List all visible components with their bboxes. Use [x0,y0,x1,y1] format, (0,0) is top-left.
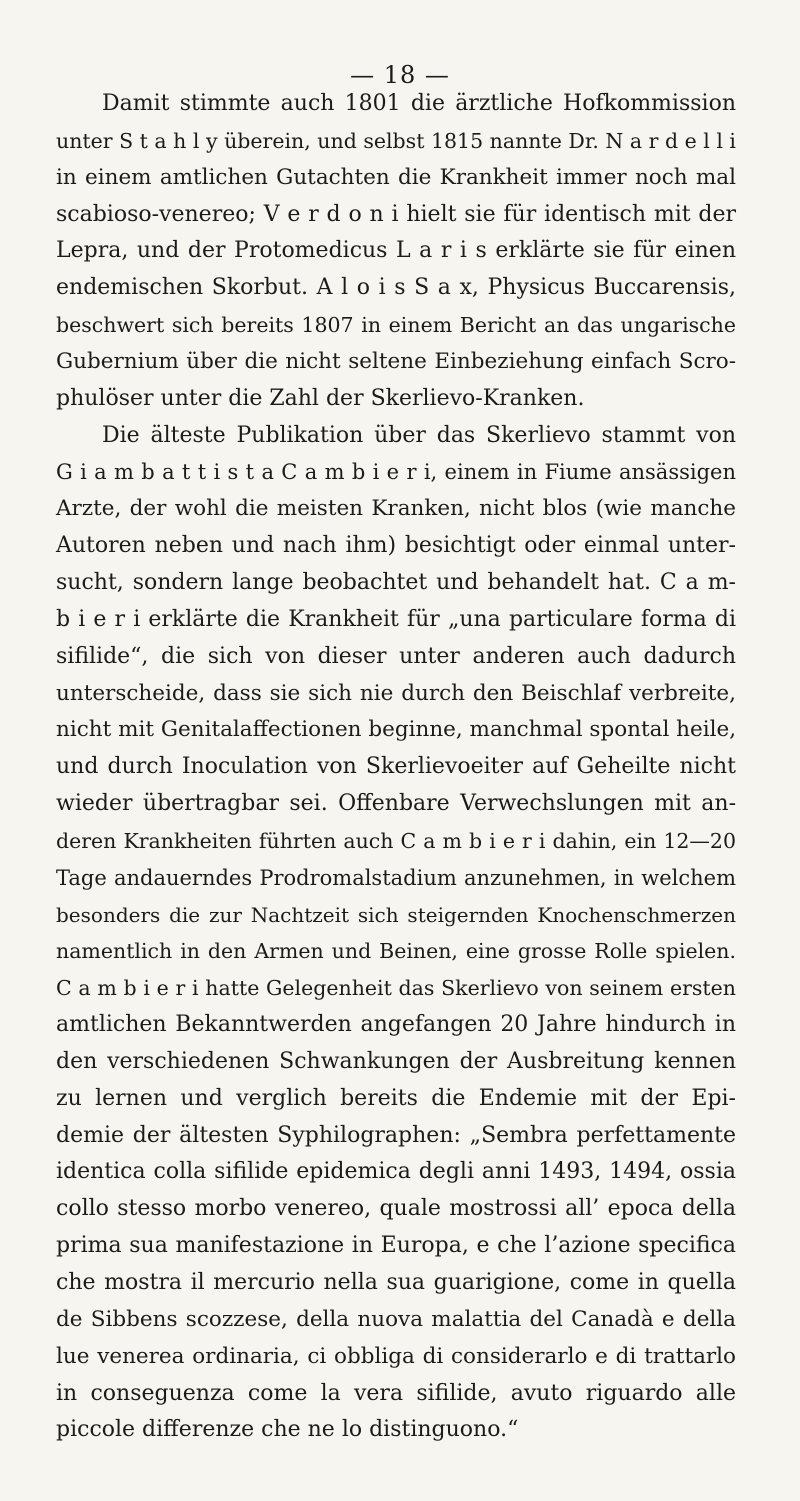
text-line: C a m b i e r i hatte Gelegenheit das Skerlievo von seinem ersten [56,976,736,1001]
text-line: prima sua manifestazione in Europa, e che l’azione specifica [56,1233,736,1259]
text-line: Tage andauerndes Prodromalstadium anzunehmen, in welchem [56,865,736,890]
text-line: deren Krankheiten führten auch C a m b i e r i dahin, ein 12—20 [56,828,736,853]
text-line: sifilide“, die sich von dieser unter anderen auch dadurch [56,643,736,669]
text-line: unterscheide, dass sie sich nie durch den Beischlaf verbreite, [56,680,736,706]
text-line: zu lernen und verglich bereits die Endemie mit der Epi- [56,1085,736,1111]
text-line: Die älteste Publikation über das Skerlievo stammt von [102,422,736,448]
text-line: che mostra il mercurio nella sua guarigione, come in quella [56,1270,736,1295]
text-line: identica colla sifilide epidemica degli anni 1493, 1494, ossia [56,1159,736,1185]
text-line: endemischen Skorbut. A l o i s S a x, Physicus Buccarensis, [56,275,736,301]
text-line: piccole differenze che ne lo distinguono.“ [56,1417,519,1443]
body-text [56,86,736,1449]
text-line: sucht, sondern lange beobachtet und behandelt hat. C a m- [56,569,736,595]
text-line: Arzte, der wohl die meisten Kranken, nicht blos (wie manche [56,496,736,522]
text-line: beschwert sich bereits 1807 in einem Bericht an das ungarische [56,313,736,338]
text-line: G i a m b a t t i s t a C a m b i e r i, einem in Fiume ansässigen [56,460,736,485]
text-line: scabioso-venereo; V e r d o n i hielt sie für identisch mit der [56,201,736,227]
text-line: namentlich in den Armen und Beinen, eine grosse Rolle spielen. [56,939,736,964]
text-line: Lepra, und der Protomedicus L a r i s erklärte sie für einen [56,238,736,264]
text-line: in einem amtlichen Gutachten die Krankheit immer noch mal [56,164,736,190]
text-line: de Sibbens scozzese, della nuova malattia del Canadà e della [56,1306,736,1332]
text-line: Damit stimmte auch 1801 die ärztliche Hofkommission [102,91,736,116]
text-line: nicht mit Genitalaffectionen beginne, manchmal spontal heile, [56,717,737,743]
text-line: Gubernium über die nicht seltene Einbeziehung einfach Scro- [56,348,736,374]
text-line: b i e r i erklärte die Krankheit für „una particulare forma di [56,606,736,632]
text-line: lue venerea ordinaria, ci obbliga di considerarlo e di trattarlo [56,1343,736,1369]
text-line: unter S t a h l y überein, und selbst 1815 nannte Dr. N a r d e l l i [56,128,736,153]
text-line: den verschiedenen Schwankungen der Ausbreitung kennen [56,1048,736,1074]
text-line: demie der ältesten Syphilographen: „Sembra perfettamente [56,1122,736,1148]
text-line: in conseguenza come la vera sifilide, avuto riguardo alle [56,1380,736,1406]
text-line: collo stesso morbo venereo, quale mostrossi all’ epoca della [56,1196,736,1222]
page-number: — 18 — [350,61,450,89]
text-line: wieder übertragbar sei. Offenbare Verwechslungen mit an- [56,791,736,817]
text-line: phulöser unter die Zahl der Skerlievo-Kranken. [56,385,585,411]
text-line: und durch Inoculation von Skerlievoeiter auf Geheilte nicht [56,754,736,780]
text-line: amtlichen Bekanntwerden angefangen 20 Jahre hindurch in [56,1012,736,1038]
text-line: Autoren neben und nach ihm) besichtigt oder einmal unter- [56,533,736,559]
text-line: besonders die zur Nachtzeit sich steigernden Knochenschmerzen [56,902,736,927]
